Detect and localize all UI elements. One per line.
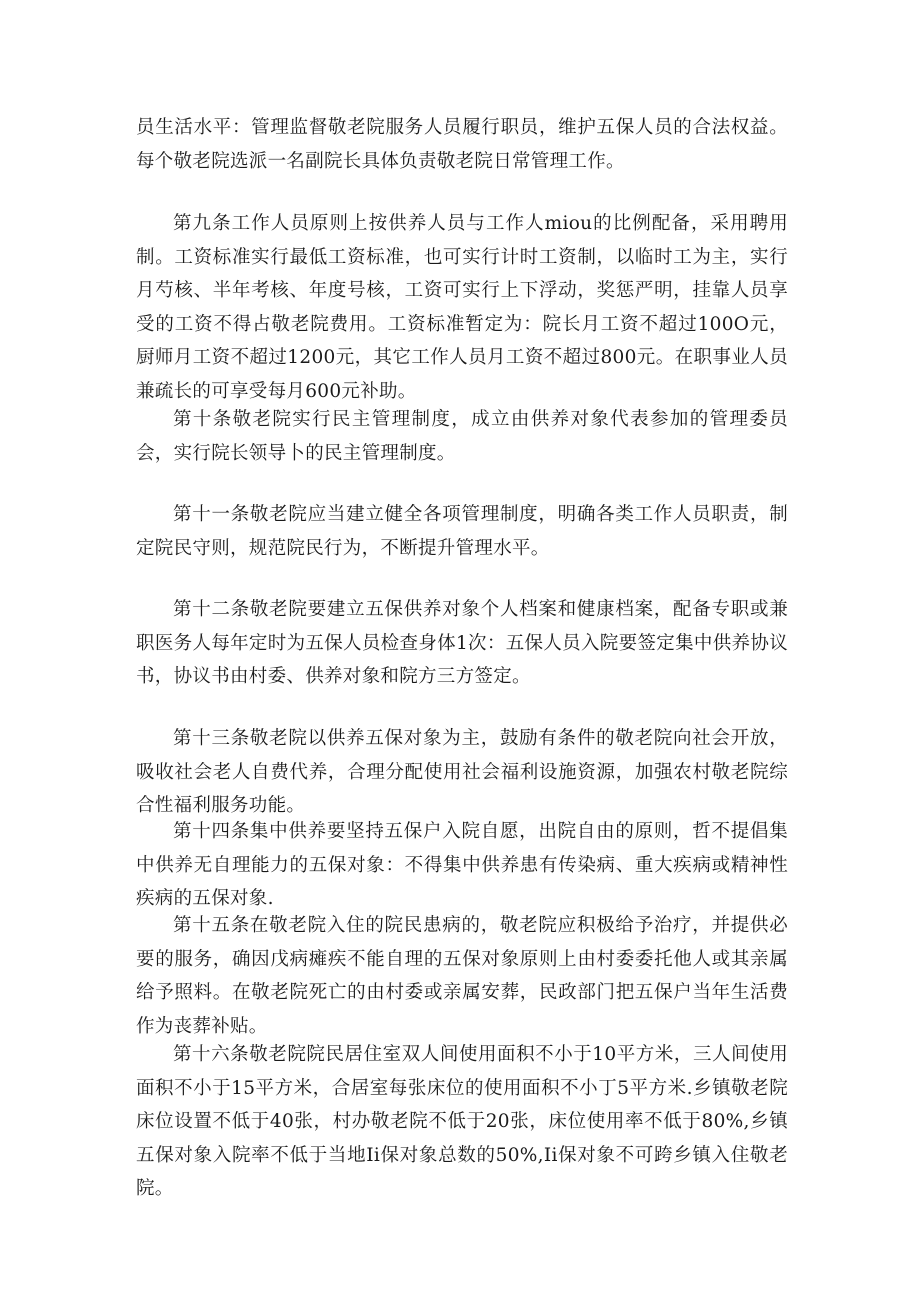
paragraph-article-10: 第十条敬老院实行民主管理制度，成立由供养对象代表参加的管理委员会，实行院长领导卜的民主管理制度。 <box>136 409 788 464</box>
paragraph-article-15: 第十五条在敬老院入住的院民患病的，敬老院应积极给予治疗，并提供必要的服务，确因戊病瘫疾不能自理的五保对象原则上由村委委托他人或其亲属给予照料。在敬老院死亡的由村委或亲属安葬，民政部门把五保户当年生活费作为丧葬补贴。 <box>136 915 788 1037</box>
paragraph-article-11: 第十一条敬老院应当建立健全各项管理制度，明确各类工作人员职责，制定院民守则，规范院民行为，不断提升管理水平。 <box>136 504 788 559</box>
paragraph-article-14: 第十四条集中供养要坚持五保户入院自愿，出院自由的原则，哲不提倡集中供养无自理能力的五保对象：不得集中供养患有传染病、重大疾病或精神性疾病的五保对象. <box>136 821 788 909</box>
paragraph-article-13: 第十三条敬老院以供养五保对象为主，鼓励有条件的敬老院向社会开放，吸收社会老人自费代养，合理分配使用社会福利设施资源，加强农村敬老院综合性福利服务功能。 <box>136 728 788 816</box>
paragraph-continuation: 员生活水平：管理监督敬老院服务人员履行职员，维护五保人员的合法权益。每个敬老院选派一名副院长具体负责敬老院日常管理工作。 <box>136 117 788 172</box>
paragraph-article-16: 第十六条敬老院院民居住室双人间使用面积不小于10平方米，三人间使用面积不小于15平方米，合居室每张床位的使用面积不小丁5平方米.乡镇敬老院床位设置不低于40张，村办敬老院不低于20张，床位使用率不低于80%,乡镇五保对象入院率不低于当地Ii保对象总数的50%,Ii保对象不可跨乡镇入住敬老院。 <box>136 1044 788 1199</box>
paragraph-article-9: 第九条工作人员原则上按供养人员与工作人miou的比例配备，采用聘用制。工资标准实行最低工资标准，也可实行计时工资制，以临时工为主，实行月芍核、半年考核、年度号核，工资可实行上下浮动，奖惩严明，挂靠人员享受的工资不得占敬老院费用。工资标准暂定为：院长月工资不超过100O元，厨师月工资不超过1200元，其它工作人员月工资不超过800元。在职事业人员兼疏长的可享受每月600元补助。 <box>136 213 788 402</box>
paragraph-article-12: 第十二条敬老院要建立五保供养对象个人档案和健康档案，配备专职或兼职医务人每年定时为五保人员检查身体1次：五保人员入院要签定集中供养协议书，协议书由村委、供养对象和院方三方签定。 <box>136 599 788 687</box>
